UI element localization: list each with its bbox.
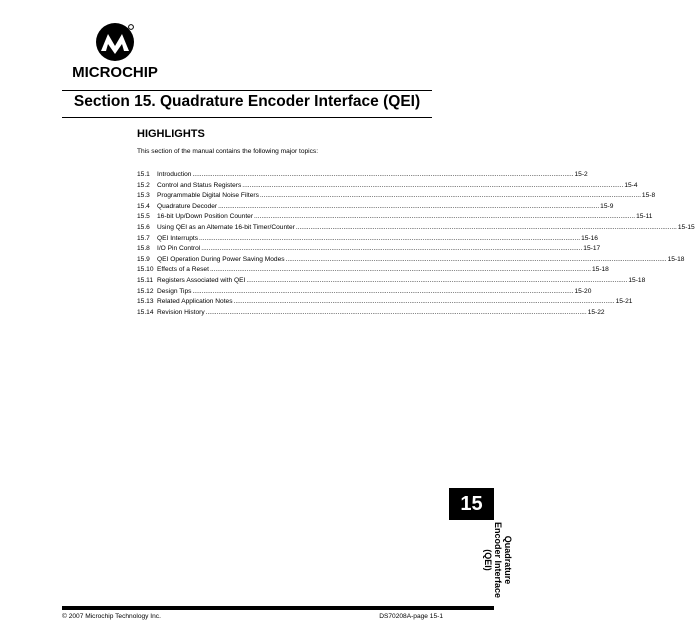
section-tab-label bbox=[449, 520, 513, 600]
toc-leader-dots bbox=[286, 256, 667, 263]
footer-rule bbox=[62, 606, 494, 610]
toc-entry[interactable] bbox=[137, 308, 605, 320]
logo-wordmark: MICROCHIP bbox=[72, 64, 158, 81]
toc-leader-dots bbox=[234, 298, 615, 305]
toc-entry-page: 15-4 bbox=[624, 181, 638, 189]
section-tab-number: 15 bbox=[449, 488, 494, 520]
microchip-logo-icon bbox=[95, 22, 135, 62]
toc-entry-page: 15-20 bbox=[574, 287, 592, 295]
toc-entry[interactable] bbox=[137, 255, 685, 267]
toc-leader-dots bbox=[201, 245, 582, 252]
footer-page-number: DS70208A-page 15-1 bbox=[379, 613, 443, 620]
table-of-contents bbox=[137, 171, 695, 319]
toc-entry-title: Introduction bbox=[157, 171, 192, 178]
toc-entry[interactable] bbox=[137, 192, 656, 203]
toc-entry-title: 16-bit Up/Down Position Counter bbox=[157, 213, 254, 221]
toc-leader-dots bbox=[260, 192, 641, 199]
toc-entry-page: 15-17 bbox=[583, 245, 601, 253]
toc-leader-dots bbox=[206, 309, 587, 316]
toc-entry-page: 15-22 bbox=[587, 308, 605, 316]
toc-entry-number: 15.3 bbox=[137, 192, 150, 200]
title-top-rule bbox=[62, 90, 432, 91]
toc-leader-dots bbox=[218, 203, 599, 210]
toc-entry-number: 15.13 bbox=[137, 298, 154, 306]
toc-entry-page: 15-16 bbox=[581, 234, 598, 242]
toc-entry-title: Effects of a Reset bbox=[157, 266, 209, 274]
toc-entry-title: Design Tips bbox=[157, 287, 192, 295]
toc-entry-title: Programmable Digital Noise Filters bbox=[157, 192, 259, 200]
toc-entry-page: 15-9 bbox=[600, 202, 614, 210]
title-bottom-rule bbox=[62, 117, 432, 118]
toc-entry-title: QEI Operation During Power Saving Modes bbox=[157, 255, 285, 263]
toc-leader-dots bbox=[192, 288, 573, 295]
highlights-intro: This section of the manual contains the following major topics: bbox=[137, 148, 319, 155]
toc-entry-title: Registers Associated with QEI bbox=[157, 276, 246, 284]
toc-leader-dots bbox=[296, 224, 677, 231]
toc-entry[interactable] bbox=[137, 181, 638, 193]
toc-entry-title: Control and Status Registers bbox=[157, 181, 242, 189]
toc-entry-title: Quadrature Decoder bbox=[157, 202, 218, 210]
toc-entry-number: 15.11 bbox=[137, 276, 154, 284]
toc-entry-title: Related Application Notes bbox=[157, 298, 233, 306]
toc-leader-dots bbox=[210, 266, 591, 273]
toc-leader-dots bbox=[246, 277, 627, 284]
microchip-logo bbox=[60, 22, 170, 84]
toc-entry[interactable] bbox=[137, 245, 601, 256]
toc-entry-number: 15.1 bbox=[137, 171, 150, 178]
toc-entry-page: 15-18 bbox=[667, 255, 685, 263]
toc-entry-page: 15-2 bbox=[574, 171, 588, 178]
toc-leader-dots bbox=[192, 171, 573, 178]
toc-entry-page: 15-8 bbox=[641, 192, 656, 200]
toc-entry[interactable] bbox=[137, 287, 592, 299]
toc-entry[interactable] bbox=[137, 276, 646, 288]
toc-entry-title: Using QEI as an Alternate 16-bit Timer/Counter bbox=[157, 223, 295, 231]
toc-entry-page: 15-15 bbox=[677, 223, 695, 231]
toc-entry-number: 15.5 bbox=[137, 213, 150, 221]
toc-entry-number: 15.2 bbox=[137, 181, 150, 189]
section-tab-line: (QEI) bbox=[483, 549, 493, 571]
toc-entry-number: 15.8 bbox=[137, 245, 150, 253]
section-tab-line: Quadrature bbox=[503, 535, 513, 585]
toc-leader-dots bbox=[199, 235, 580, 242]
toc-entry-number: 15.10 bbox=[137, 266, 154, 274]
toc-entry-page: 15-18 bbox=[591, 266, 609, 274]
toc-entry-page: 15-11 bbox=[636, 213, 653, 221]
toc-entry[interactable] bbox=[137, 171, 588, 182]
toc-leader-dots bbox=[254, 213, 635, 220]
toc-entry-number: 15.4 bbox=[137, 202, 150, 210]
footer-copyright: © 2007 Microchip Technology Inc. bbox=[62, 613, 161, 620]
toc-entry[interactable] bbox=[137, 202, 614, 214]
page-title: Section 15. Quadrature Encoder Interface (QEI) bbox=[73, 93, 421, 110]
toc-entry-page: 15-18 bbox=[628, 276, 646, 284]
toc-entry-number: 15.6 bbox=[137, 223, 150, 231]
toc-entry-title: Revision History bbox=[157, 308, 205, 316]
highlights-heading: HIGHLIGHTS bbox=[137, 128, 205, 140]
toc-entry-number: 15.12 bbox=[137, 287, 154, 295]
toc-entry-title: I/O Pin Control bbox=[157, 245, 201, 253]
section-tab-line: Encoder Interface bbox=[493, 521, 503, 599]
toc-entry-page: 15-21 bbox=[615, 298, 633, 306]
toc-leader-dots bbox=[242, 182, 623, 189]
toc-entry[interactable] bbox=[137, 213, 653, 224]
toc-entry-title: QEI Interrupts bbox=[157, 234, 199, 242]
toc-entry[interactable] bbox=[137, 223, 695, 235]
toc-entry-number: 15.7 bbox=[137, 234, 150, 242]
toc-entry[interactable] bbox=[137, 298, 633, 309]
toc-entry[interactable] bbox=[137, 234, 598, 246]
toc-entry[interactable] bbox=[137, 266, 609, 277]
toc-entry-number: 15.14 bbox=[137, 308, 154, 316]
toc-entry-number: 15.9 bbox=[137, 255, 150, 263]
